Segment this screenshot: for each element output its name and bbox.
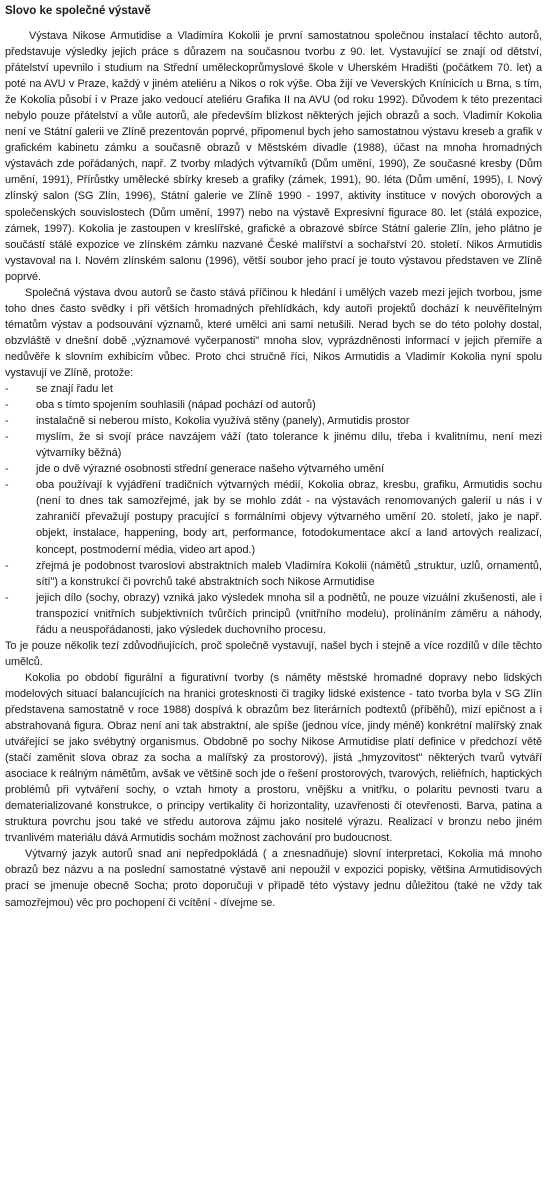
dash-marker: - [5, 463, 9, 476]
dash-marker: - [5, 399, 9, 412]
list-item [5, 429, 542, 461]
list-item [5, 590, 542, 638]
list-item-text: oba s tímto spojením souhlasili (nápad pochází od autorů) [36, 399, 316, 412]
list-item [5, 381, 542, 397]
second-paragraph: Společná výstava dvou autorů se často stává příčinou k hledání i umělých vazeb mezi jejich tvorbou, jsme toho dnes často svědky i při větších hromadných přehlídkách, kdy autoři projektů dochází k neuvěřitelným tématům výstav a podsouvání významů, které umělci ani sami netušili. Nerad bych se do této polohy dostal, obzvláště v dnešní době „významové vyčerpanosti" mnoha slov, vyprázdněnosti informací v jejich přemíře a nedůvěře k slovním exhibicím vůbec. Proto chci stručně říci, Nikos Armutidis a Vladimír Kokolia nyní spolu vystavují ve Zlíně, protože: [5, 286, 542, 379]
kokolia-paragraph: Kokolia po období figurální a figurativní tvorby (s náměty městské hromadné dopravy nebo lidských modelových situací balancujících na hranici grotesknosti či tragiky lidské existence - tato tvorba byla v SG Zlín představena samostatně v roce 1988) dospívá k obrazům bez literárních podtextů (příběhů), mizí epičnost a i abstrahovaná figura. Obraz není ani tak abstraktní, ale spíše (jednou více, jindy méně) konkrétní malířský znak utvářející se jako svébytný organismus. Obdobně po sochy Nikose Armutidise platí definice v předchozí větě (stačí zaměnit slova obraz za socha a malířský za prostorový), jistá „hmyzovitost" některých tvarů vytváří asociace k reálným námětům, avšak ve většině soch jde o řešení prostorových, tvarových, reliéfních, haptických problémů při vytváření sochy, o vztah hmoty a prostoru, vnějšku a vnitřku, o polaritu pevnosti tvaru a dematerializované konstrukce, o principy vertikality či horizontality, uzavřenosti či otevřenosti. Barva, patina a struktura povrchu jsou také ve středu autorova zájmu jako nositelé výrazu. Realizací v bronzu nebo jiném trvanlivém materiálu dává Armutidis sochám možnost zachování pro budoucnost. [5, 671, 542, 845]
list-item-text: instalačně si neberou místo, Kokolia využívá stěny (panely), Armutidis prostor [36, 415, 410, 428]
after-list-paragraph: To je pouze několik tezí zdůvodňujících, proč společně vystavují, našel bych i stejně a více rozdílů v díle těchto umělců. [5, 639, 542, 668]
dash-marker: - [5, 591, 9, 604]
closing-paragraph: Výtvarný jazyk autorů snad ani nepředpokládá ( a znesnadňuje) slovní interpretaci, Kokolia má mnoho obrazů bez názvu a na poslední samostatné výstavě ani nepoužil v expozici popisky, většina Armutidisových prací se jmenuje obecně Socha; proto doporučuji v případě této výstavy jednu důležitou (také ne vždy tak samozřejmou) věc pro pochopení či vcítění - dívejme se. [5, 848, 542, 909]
list-item-text: se znají řadu let [36, 383, 113, 396]
dash-marker: - [5, 431, 9, 444]
list-item [5, 397, 542, 413]
list-item-text: jde o dvě výrazné osobnosti střední generace našeho výtvarného umění [36, 463, 385, 476]
intro-paragraph: Výstava Nikose Armutidise a Vladimíra Kokolii je první samostatnou společnou instalací těchto autorů, představuje výsledky jejich práce s důrazem na současnou tvorbu z 90. let. Vystavující se znají od dětství, přátelství upevnilo i studium na Střední uměleckoprůmyslové škole v Uherském Hradišti (počátkem 70. let) a poté na AVU v Praze, každý v jiném ateliéru a Nikos o rok výše. Oba žijí ve Veverských Knínicích u Brna, s tím, že Kokolia působí i v Praze jako vedoucí ateliéru Grafika II na AVU (od roku 1992). Důvodem k této prezentaci nebylo pouze přátelství a vůle autorů, ale především blízkost některých jejich obrazů a soch. Vladimír Kokolia není ve Státní galerii ve Zlíně prezentován poprvé, připomenul bych jeho samostatnou výstavu kreseb a grafik v grafickém kabinetu zámku a současně obrazů v Městském divadle (1988), účast na mnoha hromadných výstavách zde pořádaných, např. Z tvorby mladých výtvarníků (Dům umění, 1990), Ze současné kresby (Dům umění, 1991), Přírůstky umělecké sbírky kreseb a grafiky (zámek, 1991), 90. léta (Dům umění, 1995), I. Nový zlínský salon (SG Zlín, 1996), Státní galerie ve Zlíně 1990 - 1997, aktivity instituce v nových oborových a společenských souvislostech (Dům umění, 1997) nebo na výstavě Expresivní figurace 80. let (stálá expozice, zámek, 1997). Kokolia je zastoupen v kreslířské, grafické a obrazové sbírce Státní galerie Zlín, jeho plátno je součástí stálé expozice ve zlínském zámku nazvané České malířství a sochařství 20. století. Nikos Armutidis vystavoval na I. Novém zlínském salonu (1996), větší soubor jeho prací je touto výstavou představen ve Zlíně poprvé. [5, 30, 542, 283]
list-item [5, 461, 542, 477]
dash-marker: - [5, 383, 9, 396]
dash-marker: - [5, 415, 9, 428]
list-item [5, 558, 542, 590]
document-title: Slovo ke společné výstavě [5, 5, 151, 17]
list-item [5, 477, 542, 557]
list-item-text: oba používají k vyjádření tradičních výtvarných médií, Kokolia obraz, kresbu, grafiku, Armutidis sochu (není to dnes tak samozřejmé, jak by se mohlo zdát - na výstavách renomovaných galerií u nás i v zahraničí převažují postupy pracující s formálními objevy výtvarného umění 20. století, jako je např. objekt, instalace, happening, body art, performance, fotodokumentace akcí a land artových realizací, koncept, postmoderní média, video art apod.) [36, 479, 542, 556]
dash-marker: - [5, 559, 9, 572]
dash-marker: - [5, 479, 9, 492]
list-item-text: myslím, že si svojí práce navzájem váží (tato tolerance k jinému dílu, třeba i kvalitnímu, není mezi výtvarníky běžná) [36, 431, 542, 460]
reasons-list [5, 381, 542, 638]
list-item-text: jejich dílo (sochy, obrazy) vzniká jako výsledek mnoha sil a podnětů, ne pouze vizuální zkušenosti, ale i transpozicí vnitřních subjektivních tvůrčích principů (vnitřního modelu), prolínáním záměru a náhody, řádu a neuspořádanosti, jako výsledek duchovního procesu. [36, 591, 542, 636]
list-item [5, 413, 542, 429]
list-item-text: zřejmá je podobnost tvaroslovi abstraktních maleb Vladimíra Kokolii (námětů „struktur, uzlů, ornamentů, sítí") a konstrukcí či povrchů také abstraktních soch Nikose Armutidise [36, 559, 542, 588]
